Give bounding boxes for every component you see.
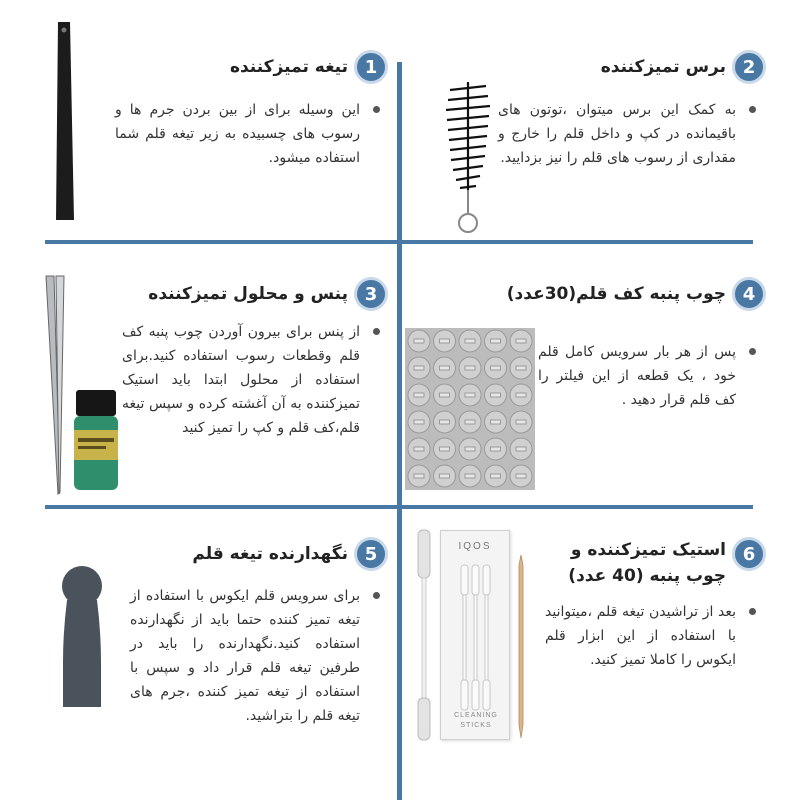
cork-slot — [465, 474, 475, 478]
cork-slot — [491, 420, 501, 424]
cleaning-sticks-box — [440, 530, 510, 740]
cork-slot — [516, 474, 526, 478]
title-text: تیغه تمیزکننده — [229, 57, 348, 77]
horizontal-divider-bottom — [45, 505, 753, 509]
bullet-icon — [749, 608, 756, 615]
box-sticks-illustration — [459, 565, 493, 715]
description-text: بعد از تراشیدن تیغه قلم ،میتوانید با استفاده از این ابزار قلم ایکوس را کاملا تمیز کنید. — [545, 604, 736, 668]
cork-slot — [516, 339, 526, 343]
number-badge: 6 — [732, 537, 766, 571]
title-text: نگهدارنده تیغه قلم — [192, 544, 348, 564]
cork-slot — [465, 447, 475, 451]
number-badge: 1 — [354, 50, 388, 84]
description-text: به کمک این برس میتوان ،توتون های باقیمانده در کپ و داخل قلم را خارج و مقداری از رسوب های قلم را نیز بزدایید. — [498, 102, 736, 166]
cell-3-title — [148, 277, 388, 311]
cell-6-description — [545, 600, 736, 672]
box-label: CLEANING STICKS — [454, 712, 498, 729]
cork-slot — [465, 420, 475, 424]
cell-1-description — [115, 98, 360, 170]
cork-slot — [491, 393, 501, 397]
title-text: استیک تمیزکننده و چوب پنبه (40 عدد) — [568, 540, 726, 586]
cork-slot — [440, 366, 450, 370]
cork-slot — [440, 474, 450, 478]
cork-slot — [414, 474, 424, 478]
description-text: این وسیله برای از بین بردن جرم ها و رسوب های چسبیده به زیر تیغه قلم شما استفاده میشود. — [115, 102, 360, 166]
number-badge: 2 — [732, 50, 766, 84]
cork-slot — [516, 447, 526, 451]
cork-slot — [516, 393, 526, 397]
cork-slot — [465, 393, 475, 397]
cell-2-description — [498, 98, 736, 170]
cork-slot — [440, 393, 450, 397]
cell-6-title — [546, 537, 766, 589]
tweezers-image — [42, 272, 72, 497]
blade-holder-image — [55, 562, 110, 712]
cork-slot — [414, 393, 424, 397]
number-badge: 5 — [354, 537, 388, 571]
cork-slot — [414, 366, 424, 370]
title-text: چوب پنبه کف قلم(30عدد) — [506, 284, 726, 304]
description-text: برای سرویس قلم ایکوس با استفاده از تیغه تمیز کننده حتما باید از نگهدارنده استفاده کنید.نگهدارنده را باید در طرفین تیغه قلم قرار داد و سپس با استفاده از تیغه تمیز کننده ،جرم های تیغه قلم را بتراشید. — [130, 588, 360, 724]
cork-slot — [491, 447, 501, 451]
horizontal-divider-top — [45, 240, 753, 244]
title-text: برس تمیزکننده — [600, 57, 726, 77]
cork-slot — [491, 366, 501, 370]
wooden-stick-image — [516, 555, 526, 740]
cell-4-title — [507, 277, 766, 311]
cork-slot — [516, 366, 526, 370]
number-badge: 3 — [354, 277, 388, 311]
description-text: از پنس برای بیرون آوردن چوب پنبه کف قلم وقطعات رسوب استفاده کنید.برای استفاده از محلول ابتدا باید استیک تمیزکننده به آن آغشته کرده و سپس تیغه قلم،کف قلم و کپ را تمیز کنید — [122, 324, 360, 436]
number-badge: 4 — [732, 277, 766, 311]
bullet-icon — [749, 106, 756, 113]
title-text: پنس و محلول تمیزکننده — [148, 284, 348, 304]
cork-slot — [465, 366, 475, 370]
cleaning-blade-image — [50, 20, 80, 225]
cork-filter-sheet-image — [405, 328, 535, 490]
cell-3-description — [122, 320, 360, 440]
cell-5-description — [130, 584, 360, 728]
cork-slot — [414, 339, 424, 343]
cell-4-description — [538, 340, 736, 412]
bullet-icon — [373, 328, 380, 335]
cleaning-solution-bottle-image — [70, 388, 122, 493]
cell-5-title — [192, 537, 388, 571]
bullet-icon — [373, 592, 380, 599]
cork-slot — [440, 447, 450, 451]
cleaning-stick-image — [415, 528, 433, 743]
cork-slot — [440, 420, 450, 424]
cork-slot — [491, 474, 501, 478]
cork-slot — [491, 339, 501, 343]
description-text: پس از هر بار سرویس کامل قلم خود ، یک قطعه از این فیلتر را کف قلم قرار دهید . — [538, 344, 736, 408]
cork-slot — [465, 339, 475, 343]
cell-2-title — [601, 50, 766, 84]
cleaning-brush-image — [440, 78, 495, 238]
cork-slot — [414, 447, 424, 451]
bullet-icon — [373, 106, 380, 113]
box-brand: IQOS — [458, 541, 492, 552]
cork-slot — [440, 339, 450, 343]
vertical-divider — [397, 62, 402, 800]
bullet-icon — [749, 348, 756, 355]
cork-slot — [516, 420, 526, 424]
cork-slot — [414, 420, 424, 424]
cell-1-title — [230, 50, 388, 84]
